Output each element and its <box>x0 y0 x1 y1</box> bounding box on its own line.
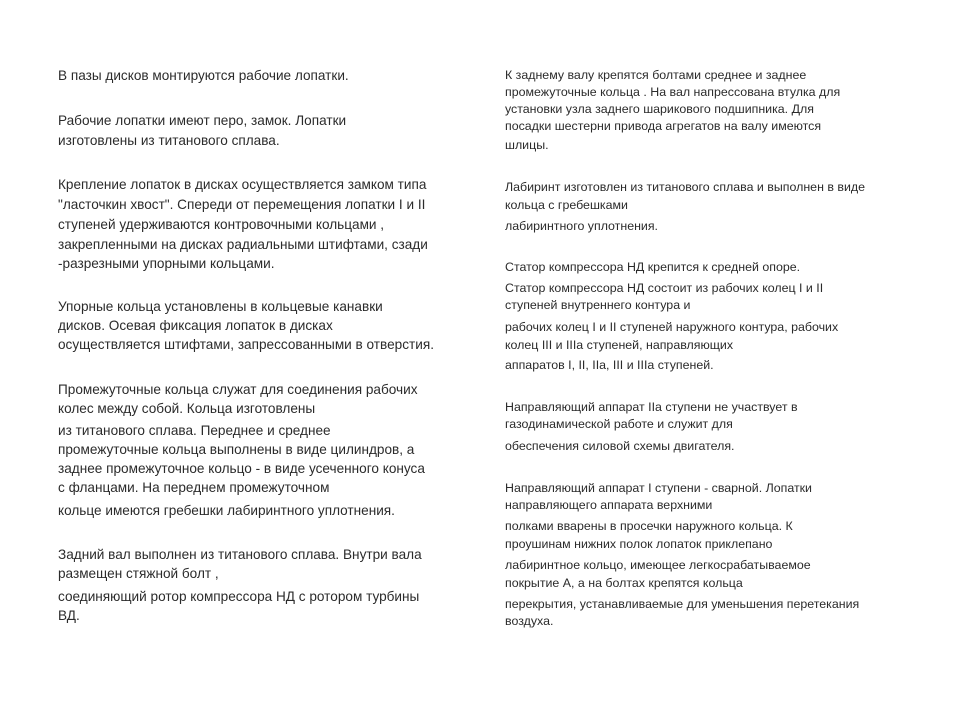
text-line: промежуточные кольца выполнены в виде цилиндров, а <box>58 442 415 457</box>
text-line: покрытие А, а на болтах крепятся кольца <box>505 576 743 590</box>
text-line: обеспечения силовой схемы двигателя. <box>505 439 735 453</box>
text-line: направляющего аппарата верхними <box>505 498 713 512</box>
text-line: К заднему валу крепятся болтами среднее и заднее <box>505 68 807 82</box>
text-line: Упорные кольца установлены в кольцевые канавки <box>58 299 383 314</box>
text-line: Направляющий аппарат IIa ступени не участвует в <box>505 400 798 414</box>
text-line: "ласточкин хвост". Спереди от перемещения лопатки I и II <box>58 197 426 212</box>
text-line: перекрытия, устанавливаемые для уменьшения перетекания <box>505 597 860 611</box>
text-line: Крепление лопаток в дисках осуществляется замком типа <box>58 177 427 192</box>
text-line: установки узла заднего шарикового подшипника. Для <box>505 102 814 116</box>
text-line: ступеней внутреннего контура и <box>505 298 691 312</box>
text-line: кольца с гребешками <box>505 198 628 212</box>
text-line: рабочих колец I и II ступеней наружного контура, рабочих <box>505 320 839 334</box>
text-line: изготовлены из титанового сплава. <box>58 133 280 148</box>
text-line: лабиринтное кольцо, имеющее легкосрабатываемое <box>505 558 811 572</box>
text-line: промежуточные кольца . На вал напрессована втулка для <box>505 85 841 99</box>
text-line: дисков. Осевая фиксация лопаток в дисках <box>58 318 333 333</box>
text-line: кольце имеются гребешки лабиринтного уплотнения. <box>58 503 395 518</box>
text-line: полками вварены в просечки наружного кольца. К <box>505 519 793 533</box>
text-line: из титанового сплава. Переднее и среднее <box>58 423 331 438</box>
text-line: Лабиринт изготовлен из титанового сплава и выполнен в виде <box>505 180 866 194</box>
text-line: посадки шестерни привода агрегатов на валу имеются <box>505 119 822 133</box>
text-line: газодинамической работе и служит для <box>505 417 733 431</box>
text-line: шлицы. <box>505 138 549 152</box>
text-line: ступеней удерживаются контровочными кольцами , <box>58 217 385 232</box>
text-line: проушинам нижних полок лопаток приклепано <box>505 537 773 551</box>
text-line: с фланцами. На переднем промежуточном <box>58 480 330 495</box>
text-line: -разрезными упорными кольцами. <box>58 256 275 271</box>
text-line: закрепленными на дисках радиальными штифтами, сзади <box>58 237 428 252</box>
text-line: ВД. <box>58 608 80 623</box>
text-line: Направляющий аппарат I ступени - сварной. Лопатки <box>505 481 812 495</box>
text-line: размещен стяжной болт , <box>58 566 219 581</box>
text-line: заднее промежуточное кольцо - в виде усеченного конуса <box>58 461 425 476</box>
text-line: Задний вал выполнен из титанового сплава. Внутри вала <box>58 547 422 562</box>
text-line: Рабочие лопатки имеют перо, замок. Лопатки <box>58 113 347 128</box>
text-line: лабиринтного уплотнения. <box>505 219 659 233</box>
text-line: колец III и IIIa ступеней, направляющих <box>505 338 734 352</box>
text-line: Статор компрессора НД состоит из рабочих колец I и II <box>505 281 824 295</box>
text-line: осуществляется штифтами, запрессованными в отверстия. <box>58 337 434 352</box>
text-line: аппаратов I, II, IIa, III и IIIa ступеней. <box>505 358 714 372</box>
text-line: колес между собой. Кольца изготовлены <box>58 401 316 416</box>
text-line: Промежуточные кольца служат для соединения рабочих <box>58 382 418 397</box>
text-line: воздуха. <box>505 614 554 628</box>
text-line: соединяющий ротор компрессора НД с ротором турбины <box>58 589 420 604</box>
text-line: Статор компрессора НД крепится к средней опоре. <box>505 260 801 274</box>
text-line: В пазы дисков монтируются рабочие лопатки. <box>58 68 349 83</box>
